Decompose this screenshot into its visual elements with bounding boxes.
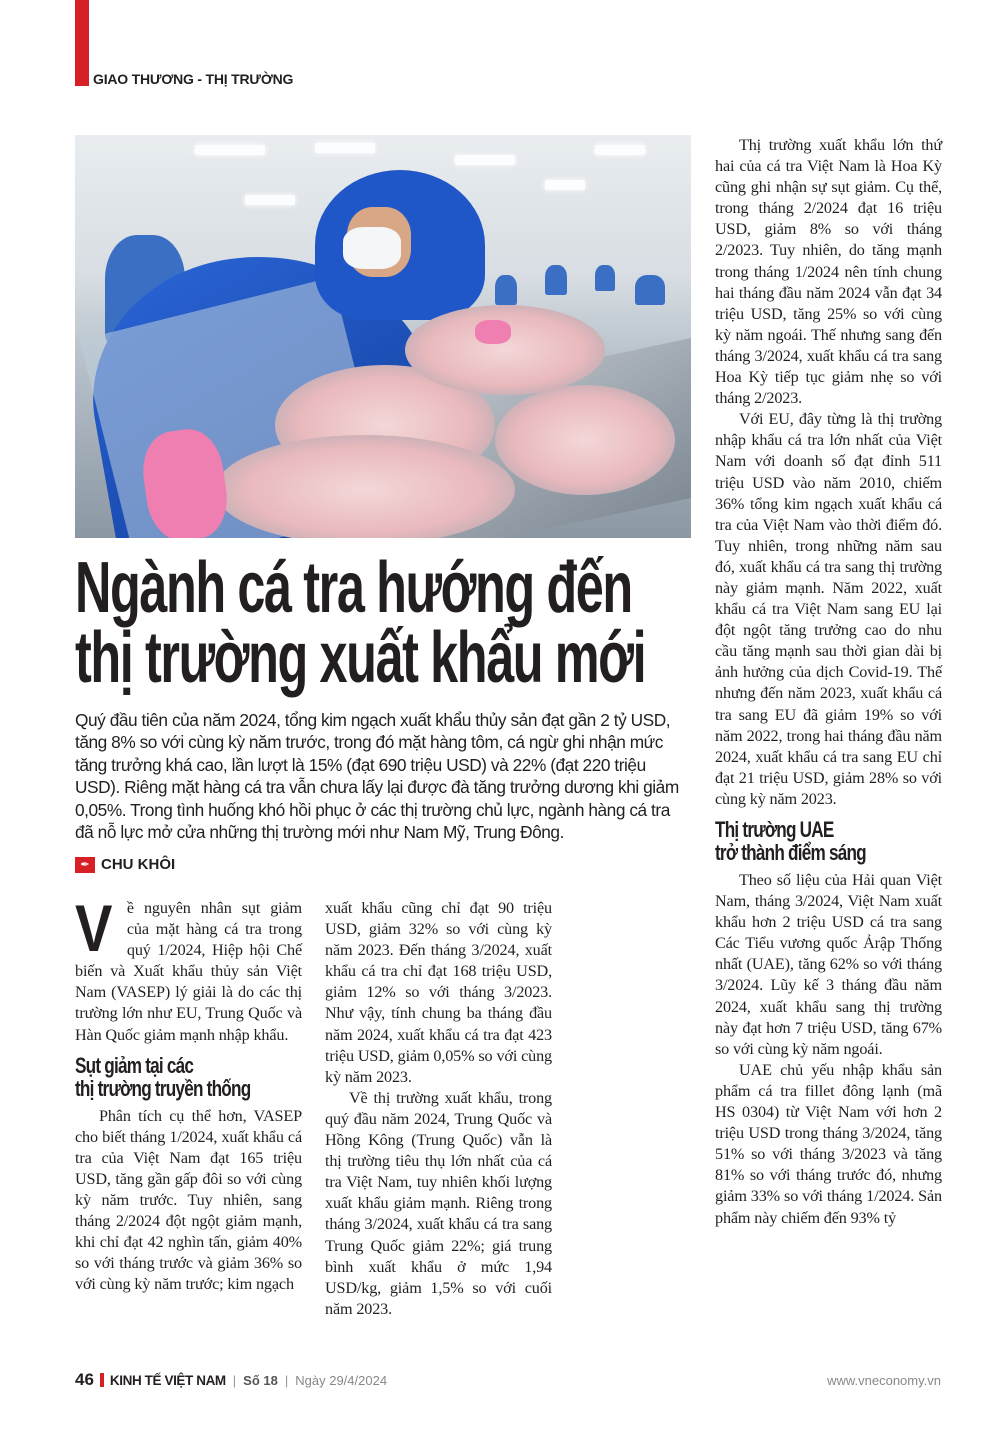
section-accent-bar bbox=[75, 0, 89, 86]
subhead-2 bbox=[715, 818, 892, 864]
headline-line-2: thị trường xuất khẩu mới bbox=[75, 618, 646, 698]
subhead-line: trở thành điểm sáng bbox=[715, 840, 866, 865]
page-footer bbox=[75, 1370, 941, 1390]
body-column-3 bbox=[715, 135, 942, 1229]
drop-cap: V bbox=[75, 891, 113, 965]
body-paragraph: Về thị trường xuất khẩu, trong quý đầu năm 2024, Trung Quốc và Hồng Kông (Trung Quốc) vẫn là thị trường tiêu thụ lớn nhất của cá tra Việt Nam, tuy nhiên khối lượng xuất khẩu giảm mạnh. Riêng trong tháng 3/2024, xuất khẩu cá tra sang Trung Quốc giảm 22%; giá trung bình xuất khẩu ở mức 1,94 USD/kg, giảm 1,5% so với cuối năm 2023. bbox=[325, 1088, 552, 1318]
body-paragraph: Với EU, đây từng là thị trường nhập khẩu cá tra lớn nhất của Việt Nam với doanh số đạt đỉnh 511 triệu USD vào năm 2010, chiếm 36% tổng kim ngạch xuất khẩu cá tra của Việt Nam vào thời điểm đó. Tuy nhiên, trong những năm sau đó, xuất khẩu cá tra sang thị trường này giảm mạnh. Năm 2022, xuất khẩu cá tra Việt Nam sang EU lại đột ngột tăng trưởng cao do nhu cầu tăng mạnh sau thời gian dài bị ảnh hưởng của dịch Covid-19. Thế nhưng đến năm 2023, xuất khẩu cá tra sang EU đã giảm 19% so với năm 2022, trong hai tháng đầu năm 2024, xuất khẩu cá tra sang EU chỉ đạt 21 triệu USD, giảm 28% so với cùng kỳ năm 2023. bbox=[715, 410, 942, 808]
issue-date: Ngày 29/4/2024 bbox=[295, 1372, 388, 1388]
footer-accent-bar bbox=[100, 1373, 104, 1387]
section-label: GIAO THƯƠNG - THỊ TRƯỜNG bbox=[93, 71, 294, 87]
lead-paragraph: Quý đầu tiên của năm 2024, tổng kim ngạch xuất khẩu thủy sản đạt gần 2 tỷ USD, tăng 8% so với cùng kỳ năm trước, trong đó mặt hàng tôm, cá ngừ ghi nhận mức tăng trưởng khá cao, lần lượt là 15% (đạt 690 triệu USD) và 22% (đạt 220 triệu USD). Riêng mặt hàng cá tra vẫn chưa lấy lại được đà tăng trưởng dương khi giảm 0,05%. Trong tình huống khó hồi phục ở các thị trường chủ lực, ngành hàng cá tra đã nỗ lực mở cửa những thị trường mới như Nam Mỹ, Trung Đông. bbox=[75, 710, 679, 843]
body-paragraph bbox=[75, 891, 302, 1046]
body-paragraph: Phân tích cụ thể hơn, VASEP cho biết tháng 1/2024, xuất khẩu cá tra của Việt Nam đạt 165 triệu USD, tăng gần gấp đôi so với cùng kỳ năm trước. Tuy nhiên, sang tháng 2/2024 đột ngột giảm mạnh, khi chỉ đạt 42 nghìn tấn, giảm 40% so với tháng trước và giảm 36% so với cùng kỳ năm trước; kim ngạch bbox=[75, 1106, 302, 1294]
subhead-line: thị trường truyền thống bbox=[75, 1075, 251, 1101]
headline-line-1: Ngành cá tra hướng đến bbox=[75, 548, 632, 628]
subhead-1 bbox=[75, 1054, 252, 1100]
paragraph-text: ề nguyên nhân sụt giảm của mặt hàng cá tra trong quý 1/2024, Hiệp hội Chế biến và Xuất khẩu thủy sản Việt Nam (VASEP) lý giải là do các thị trường lớn như EU, Trung Quốc và Hàn Quốc giảm mạnh nhập khẩu. bbox=[75, 899, 302, 1044]
magazine-name: KINH TẾ VIỆT NAM bbox=[109, 1372, 226, 1388]
headline bbox=[75, 548, 646, 698]
website-link[interactable]: www.vneconomy.vn bbox=[827, 1372, 941, 1388]
subhead-line: Thị trường UAE bbox=[715, 817, 834, 842]
pen-icon: ✒ bbox=[75, 857, 95, 873]
body-paragraph: xuất khẩu cũng chỉ đạt 90 triệu USD, giảm 32% so với cùng kỳ năm 2023. Đến tháng 3/2024, xuất khẩu cá tra chỉ đạt 168 triệu USD, giảm 12% so với tháng 3/2023. Như vậy, tính chung ba tháng đầu năm 2024, xuất khẩu cá tra đạt 423 triệu USD, giảm 0,05% so với cùng kỳ năm 2023. bbox=[325, 899, 552, 1086]
divider: | bbox=[232, 1372, 237, 1388]
subhead-line: Sụt giảm tại các bbox=[75, 1052, 194, 1078]
article-photo bbox=[75, 135, 691, 538]
body-paragraph: Thị trường xuất khẩu lớn thứ hai của cá tra Việt Nam là Hoa Kỳ cũng ghi nhận sự sụt giảm. Cụ thể, trong tháng 2/2024 đạt 16 triệu USD, giảm 8% so với tháng 2/2023. Tuy nhiên, do tăng mạnh trong tháng 1/2024 nên tính chung hai tháng đầu năm 2024 vẫn đạt 34 triệu USD, tăng 25% so với cùng kỳ năm ngoái. Thế nhưng sang đến tháng 3/2024, xuất khẩu cá tra sang Hoa Kỳ tiếp tục giảm nhẹ so với tháng 2/2023. bbox=[715, 136, 942, 408]
page-number: 46 bbox=[75, 1370, 94, 1389]
body-paragraph: UAE chủ yếu nhập khẩu sản phẩm cá tra fillet đông lạnh (mã HS 0304) từ Việt Nam với hơn 2 triệu USD trong tháng 3/2024, tăng 51% so với tháng 3/2023 và tăng 81% so với tháng trước đó, nhưng giảm 33% so với tháng 1/2024. Sản phẩm này chiếm đến 93% tỷ bbox=[715, 1060, 942, 1227]
divider: | bbox=[284, 1372, 289, 1388]
issue-number: Số 18 bbox=[243, 1372, 278, 1388]
byline bbox=[75, 856, 175, 873]
author-name: CHU KHÔI bbox=[101, 856, 176, 873]
body-paragraph: Theo số liệu của Hải quan Việt Nam, tháng 3/2024, Việt Nam xuất khẩu hơn 2 triệu USD cá tra sang Các Tiểu vương quốc Ảrập Thống nhất (UAE), tăng 62% so với tháng 3/2024. Lũy kế 3 tháng đầu năm 2024, xuất khẩu sang thị trường này đạt hơn 7 triệu USD, tăng 67% so với cùng kỳ năm ngoái. bbox=[715, 871, 942, 1058]
body-column-2 bbox=[325, 898, 552, 1320]
body-column-1 bbox=[75, 891, 302, 1296]
